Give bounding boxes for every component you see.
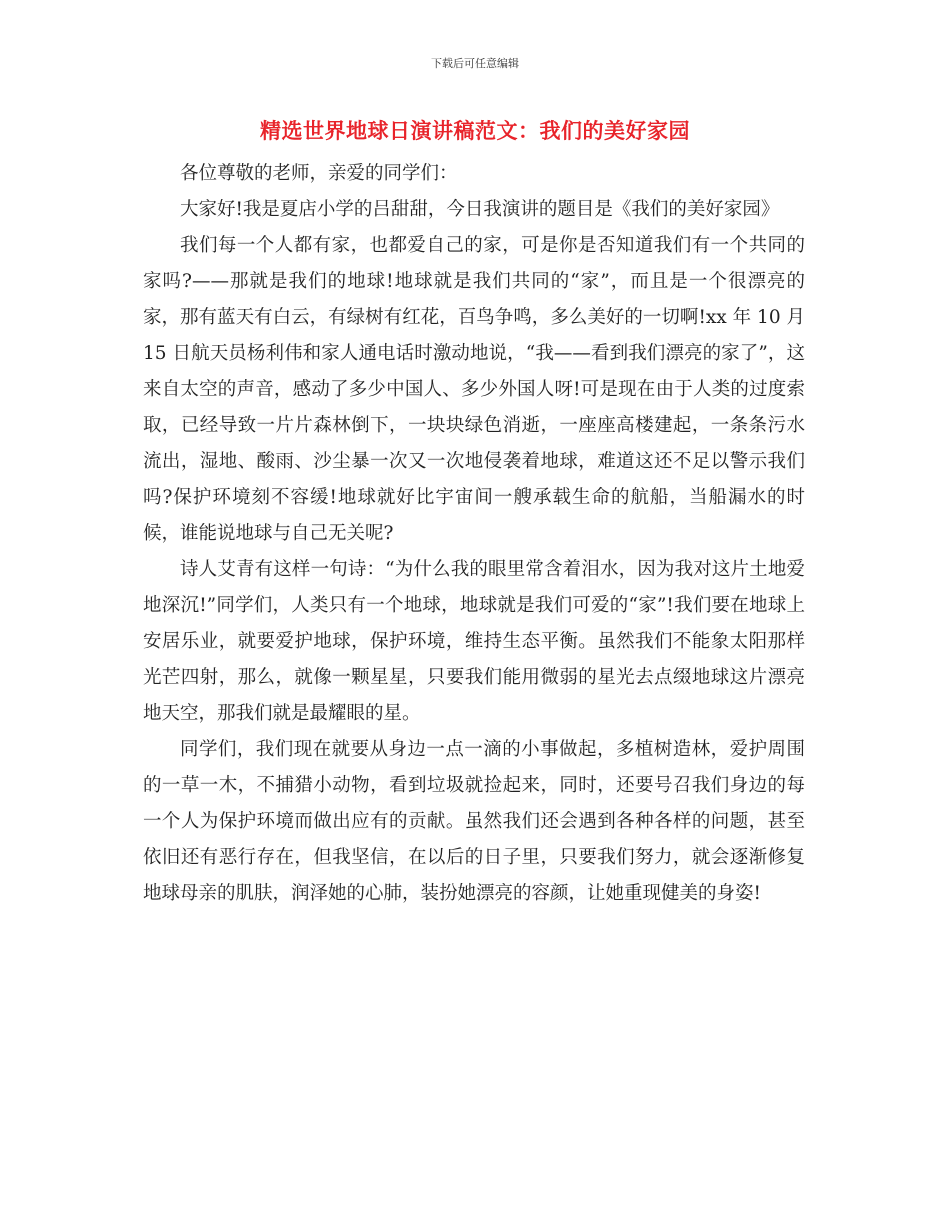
paragraph-call-to-action: 同学们，我们现在就要从身边一点一滴的小事做起，多植树造林，爱护周围的一草一木，不捕猎小动物，看到垃圾就捡起来，同时，还要号召我们身边的每一个人为保护环境而做出应有的贡献。虽然我们还会遇到各种各样的问题，甚至依旧还有恶行存在，但我坚信，在以后的日子里，只要我们努力，就会逐渐修复地球母亲的肌肤，润泽她的心肺，装扮她漂亮的容颜，让她重现健美的身姿! [143, 739, 805, 904]
paragraph-intro: 大家好!我是夏店小学的吕甜甜，今日我演讲的题目是《我们的美好家园》 [180, 199, 780, 220]
paragraph-poem: 诗人艾青有这样一句诗：“为什么我的眼里常含着泪水，因为我对这片土地爱地深沉!”同学们，人类只有一个地球，地球就是我们可爱的“家”!我们要在地球上安居乐业，就要爱护地球，保护环境，维持生态平衡。虽然我们不能象太阳那样光芒四射，那么，就像一颗星星，只要我们能用微弱的星光去点缀地球这片漂亮地天空，那我们就是最耀眼的星。 [143, 559, 805, 724]
paragraph-greeting: 各位尊敬的老师，亲爱的同学们： [180, 163, 458, 184]
document-body [143, 156, 805, 912]
header-note: 下载后可任意编辑 [431, 57, 519, 70]
document-title: 精选世界地球日演讲稿范文：我们的美好家园 [260, 119, 690, 143]
paragraph-earth-home: 我们每一个人都有家，也都爱自己的家，可是你是否知道我们有一个共同的家吗?——那就是我们的地球!地球就是我们共同的“家”，而且是一个很漂亮的家，那有蓝天有白云，有绿树有红花，百鸟争鸣，多么美好的一切啊!xx 年 10 月 15 日航天员杨利伟和家人通电话时激动地说，“我——看到我们漂亮的家了”，这来自太空的声音，感动了多少中国人、多少外国人呀!可是现在由于人类的过度索取，已经导致一片片森林倒下，一块块绿色消逝，一座座高楼建起，一条条污水流出，湿地、酸雨、沙尘暴一次又一次地侵袭着地球，难道这还不足以警示我们吗?保护环境刻不容缓!地球就好比宇宙间一艘承载生命的航船，当船漏水的时候，谁能说地球与自己无关呢? [143, 235, 805, 544]
